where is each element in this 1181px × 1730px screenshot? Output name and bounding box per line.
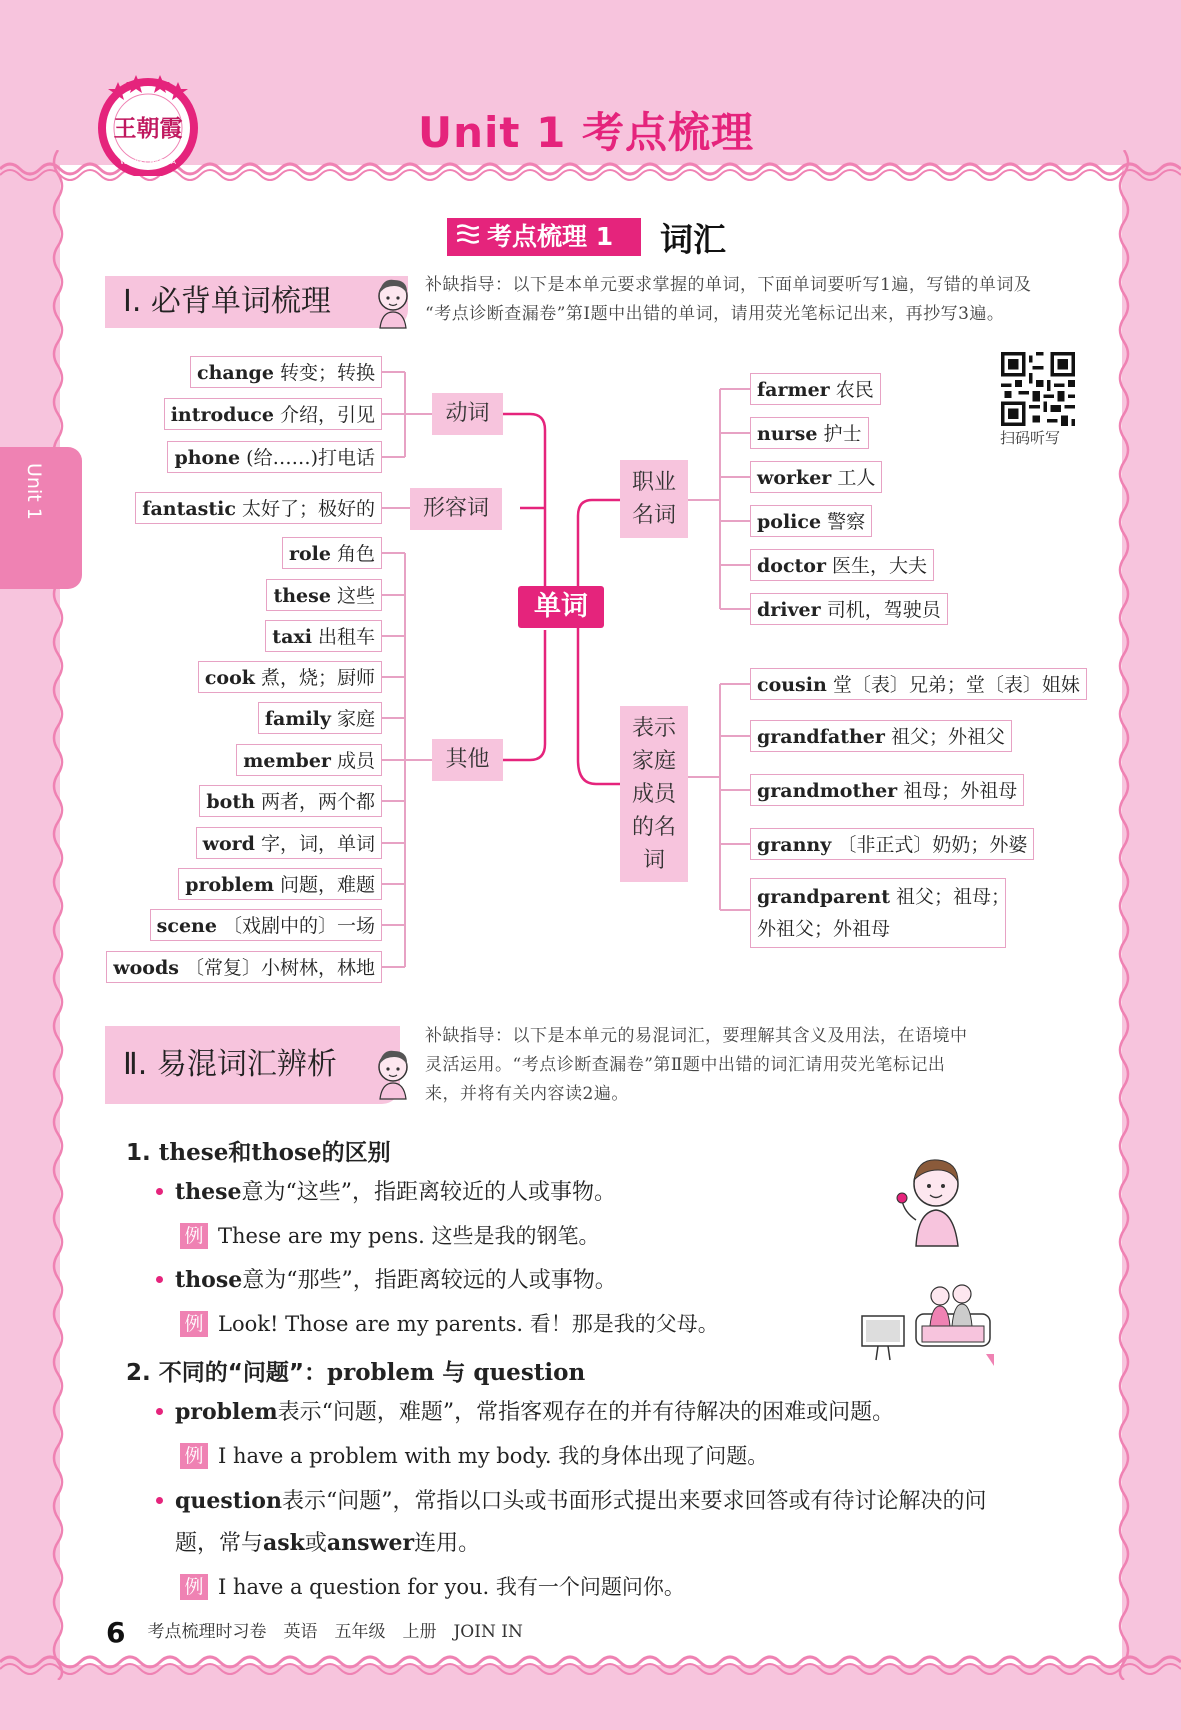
word-item: scene 〔戏剧中的〕一场 <box>150 909 382 941</box>
footer-book-info: 考点梳理时习卷 英语 五年级 上册 JOIN IN <box>147 1622 523 1642</box>
bullet-dot-icon <box>156 1408 163 1415</box>
brand-logo <box>96 72 200 176</box>
word-item: farmer 农民 <box>750 373 881 405</box>
word-item: these 这些 <box>266 579 382 611</box>
section-banner-label: 考点梳理 1 <box>487 222 614 251</box>
boy-waving-illustration <box>892 1150 972 1250</box>
word-item: introduce 介绍，引见 <box>164 398 382 430</box>
unit-side-tab-label: Unit 1 <box>23 463 45 520</box>
left-wave-border <box>48 150 68 1680</box>
category-family-line: 表示 <box>631 716 676 741</box>
category-job-line: 名词 <box>631 503 676 528</box>
item1-example-those: 例 Look! Those are my parents. 看！那是我的父母。 <box>180 1309 719 1339</box>
item2-bullet-question-line2: 题，常与ask或answer连用。 <box>175 1530 481 1556</box>
word-item: worker 工人 <box>750 461 882 493</box>
item2-example-question: 例 I have a question for you. 我有一个问题问你。 <box>180 1572 685 1602</box>
kid-avatar-icon <box>370 274 416 330</box>
item1-bullet-these: these意为“这些”，指距离较近的人或事物。 <box>156 1177 616 1208</box>
svg-text:王朝霞: 王朝霞 <box>113 115 183 142</box>
word-item: grandfather 祖父；外祖父 <box>750 720 1012 752</box>
example-tag: 例 <box>180 1223 208 1249</box>
word-item: police 警察 <box>750 505 872 537</box>
category-adjective: 形容词 <box>410 488 502 530</box>
part1-guide <box>425 271 1031 329</box>
item2-heading: 2. 不同的“问题”：problem 与 question <box>126 1359 586 1386</box>
word-item: woods 〔常复〕小树林，林地 <box>106 951 382 983</box>
word-item: cook 煮，烧；厨师 <box>198 661 382 693</box>
word-item: nurse 护士 <box>750 417 869 449</box>
qr-label: 扫码听写 <box>1000 429 1061 447</box>
list-icon <box>457 217 479 255</box>
kid-avatar-icon <box>370 1045 416 1101</box>
item2-bullet-problem: problem表示“问题，难题”，常指客观存在的并有待解决的困难或问题。 <box>156 1397 894 1428</box>
category-other: 其他 <box>432 739 503 781</box>
part1-heading: Ⅰ. 必背单词梳理 <box>105 276 408 328</box>
item2-example-problem: 例 I have a problem with my body. 我的身体出现了问题。 <box>180 1441 768 1471</box>
section-banner <box>447 218 641 256</box>
example-tag: 例 <box>180 1311 208 1337</box>
word-item: word 字，词，单词 <box>196 827 382 859</box>
word-item: change 转变；转换 <box>190 356 382 388</box>
category-verb: 动词 <box>432 393 503 435</box>
word-item: member 成员 <box>236 744 382 776</box>
part1-guide-line: 补缺指导：以下是本单元要求掌握的单词，下面单词要听写1遍，写错的单词及 <box>425 275 1032 295</box>
item1-example-these: 例 These are my pens. 这些是我的钢笔。 <box>180 1221 599 1251</box>
word-item: granny 〔非正式〕奶奶；外婆 <box>750 828 1034 860</box>
category-family-line: 家庭 <box>631 749 676 774</box>
example-tag: 例 <box>180 1574 208 1600</box>
mindmap-center-node: 单词 <box>518 586 604 628</box>
word-item: role 角色 <box>282 537 382 569</box>
item2-bullet-question: question表示“问题”，常指以口头或书面形式提出来要求回答或有待讨论解决的问 <box>156 1486 986 1517</box>
word-item: doctor 医生，大夫 <box>750 549 934 581</box>
bullet-dot-icon <box>156 1276 163 1283</box>
part2-guide-line: 来，并将有关内容读2遍。 <box>425 1084 629 1104</box>
category-family-nouns <box>620 706 688 882</box>
word-item: fantastic 太好了；极好的 <box>135 492 382 524</box>
part2-guide-line: 灵活运用。“考点诊断查漏卷”第Ⅱ题中出错的词汇请用荧光笔标记出 <box>425 1055 946 1075</box>
page-title: Unit 1 考点梳理 <box>418 108 754 157</box>
item1-bullet-those: those意为“那些”，指距离较远的人或事物。 <box>156 1265 617 1296</box>
part2-heading: Ⅱ. 易混词汇辨析 <box>105 1026 400 1104</box>
word-item: problem 问题，难题 <box>178 868 382 900</box>
part1-guide-line: “考点诊断查漏卷”第Ⅰ题中出错的单词，请用荧光笔标记出来，再抄写3遍。 <box>425 304 1005 324</box>
category-job-nouns <box>620 460 688 538</box>
bullet-dot-icon <box>156 1497 163 1504</box>
part2-guide <box>425 1022 968 1109</box>
right-wave-border <box>1114 150 1134 1680</box>
category-family-line: 的名 <box>631 815 676 840</box>
bottom-wave-border <box>0 1652 1181 1678</box>
part2-guide-line: 补缺指导：以下是本单元的易混词汇，要理解其含义及用法，在语境中 <box>425 1026 968 1046</box>
word-item: family 家庭 <box>258 702 382 734</box>
page-footer <box>106 1616 523 1649</box>
category-job-line: 职业 <box>631 470 676 495</box>
unit-side-tab <box>0 447 82 589</box>
section-subtitle: 词汇 <box>660 220 726 259</box>
example-tag: 例 <box>180 1443 208 1469</box>
word-item: both 两者，两个都 <box>199 785 382 817</box>
word-item: driver 司机，驾驶员 <box>750 593 948 625</box>
category-family-line: 成员 <box>631 782 676 807</box>
qr-code-icon <box>1001 352 1075 426</box>
category-family-line: 词 <box>642 848 665 873</box>
word-item: phone (给……)打电话 <box>167 441 382 473</box>
page-number: 6 <box>106 1616 126 1649</box>
item1-heading: 1. these和those的区别 <box>126 1139 391 1166</box>
word-item: grandparent 祖父；祖母； 外祖父；外祖母 <box>750 878 1006 948</box>
family-sofa-illustration <box>858 1270 994 1366</box>
bullet-dot-icon <box>156 1188 163 1195</box>
word-item: cousin 堂〔表〕兄弟；堂〔表〕姐妹 <box>750 668 1087 700</box>
svg-text:WANG CHAOXIA: WANG CHAOXIA <box>120 158 176 166</box>
word-item: grandmother 祖母；外祖母 <box>750 774 1024 806</box>
word-item: taxi 出租车 <box>265 620 382 652</box>
